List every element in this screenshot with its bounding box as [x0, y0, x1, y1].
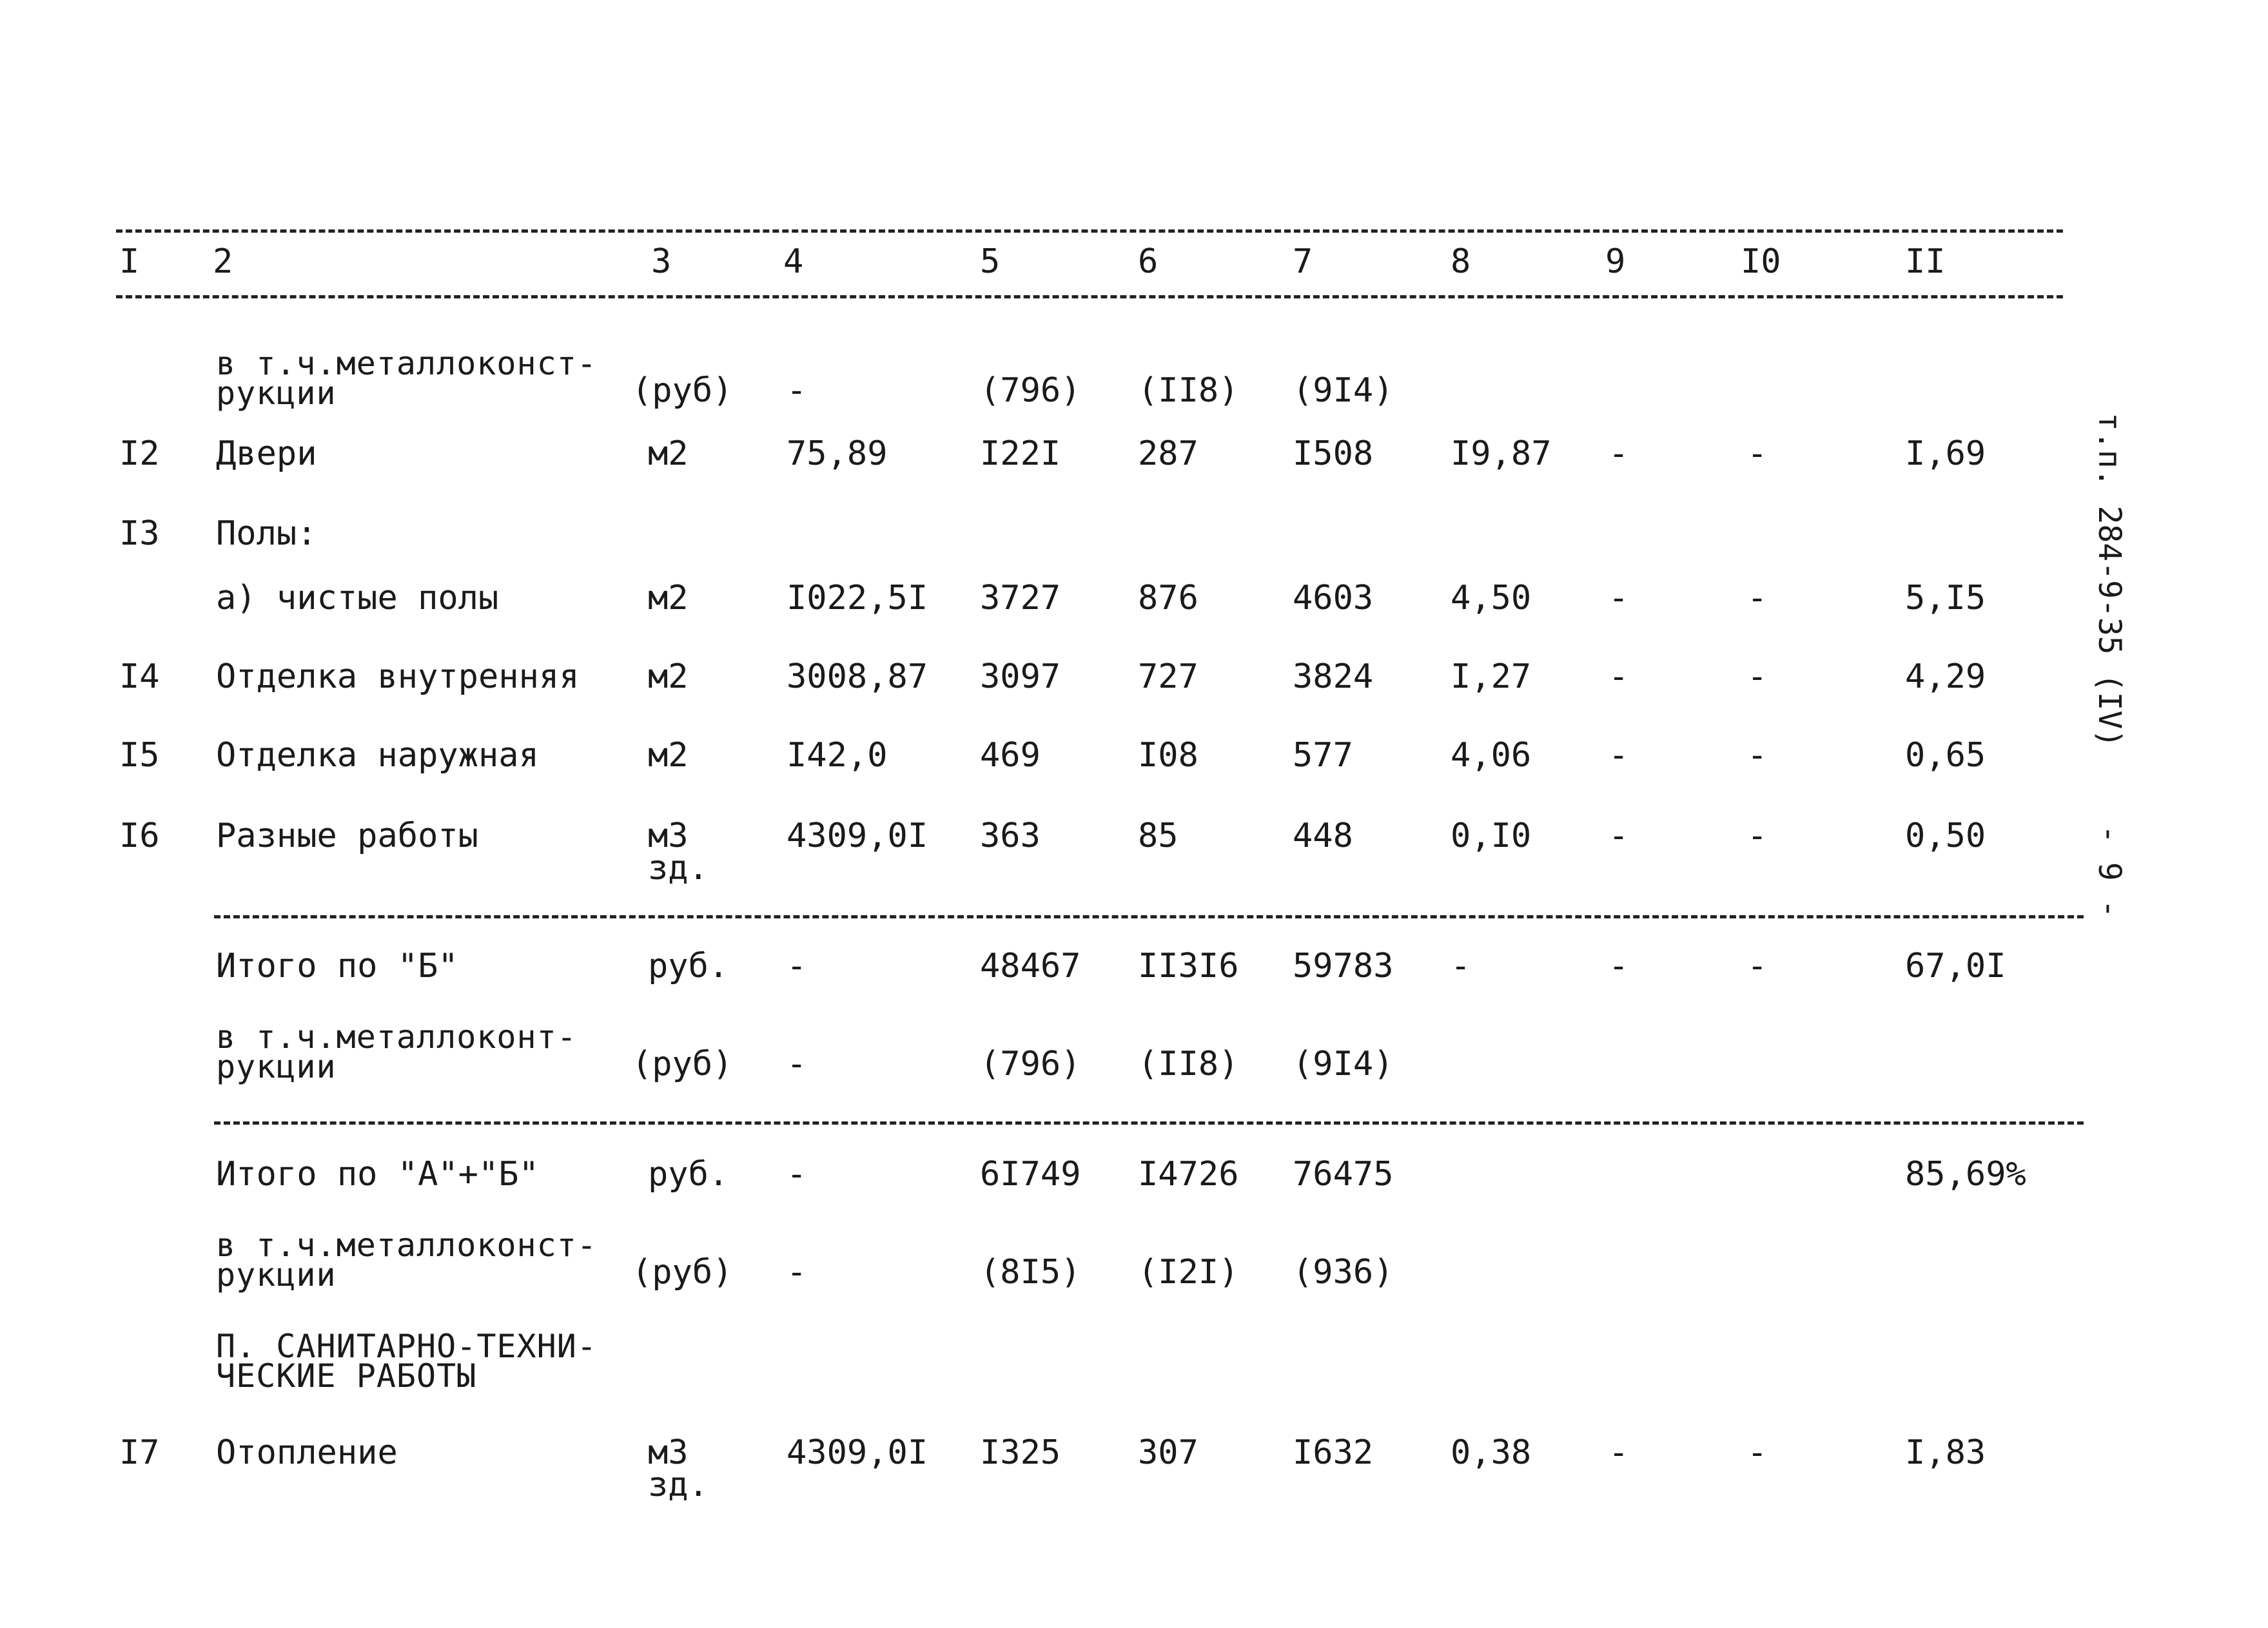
cell-col-5: (796)	[980, 1045, 1081, 1083]
cell-col-4: 3008,87	[787, 657, 928, 696]
row-name: рукции	[216, 374, 337, 412]
cell-col-4: 4309,0I	[787, 817, 928, 855]
row-name: рукции	[216, 1256, 337, 1294]
cell-col-4: -	[787, 1253, 807, 1292]
cell-col-10: -	[1747, 1433, 1768, 1472]
header-col-1: I	[119, 242, 140, 281]
row-name: Итого по "Б"	[216, 947, 458, 985]
row-number: I3	[119, 514, 160, 553]
header-col-2: 2	[213, 242, 233, 281]
cell-col-6: 85	[1138, 817, 1178, 855]
cell-col-7: 3824	[1293, 657, 1374, 696]
cell-col-9: -	[1608, 817, 1629, 855]
header-col-5: 5	[980, 242, 1001, 281]
cell-col-7: (936)	[1293, 1253, 1394, 1292]
cell-col-5: (796)	[980, 371, 1081, 410]
cell-col-4: -	[787, 1045, 807, 1083]
cell-col-7: 577	[1293, 736, 1353, 775]
cell-col-6: (II8)	[1138, 371, 1239, 410]
row-unit: руб.	[648, 1155, 729, 1194]
cell-col-7: (9I4)	[1293, 371, 1394, 410]
cell-col-10: -	[1747, 817, 1768, 855]
cell-col-8: I,27	[1451, 657, 1532, 696]
cell-col-6: 727	[1138, 657, 1198, 696]
cell-col-11: 4,29	[1905, 657, 1986, 696]
header-col-7: 7	[1293, 242, 1313, 281]
cell-col-8: 4,06	[1451, 736, 1532, 775]
cell-col-11: 0,65	[1905, 736, 1986, 775]
row-number: I2	[119, 434, 160, 473]
row-number: I7	[119, 1433, 160, 1472]
cell-col-9: -	[1608, 657, 1629, 696]
row-unit: м3	[648, 1433, 689, 1472]
cell-col-5: 6I749	[980, 1155, 1081, 1194]
row-name: рукции	[216, 1048, 337, 1085]
cell-col-4: 75,89	[787, 434, 888, 473]
cell-col-5: 469	[980, 736, 1041, 775]
cell-col-5: I325	[980, 1433, 1061, 1472]
cell-col-7: 59783	[1293, 947, 1394, 985]
cell-col-6: I4726	[1138, 1155, 1239, 1194]
row-number: I5	[119, 736, 160, 775]
header-col-3: 3	[651, 242, 672, 281]
cell-col-9: -	[1608, 1433, 1629, 1472]
header-col-9: 9	[1605, 242, 1626, 281]
cell-col-10: -	[1747, 947, 1768, 985]
cell-col-5: 48467	[980, 947, 1081, 985]
row-unit: м2	[648, 736, 689, 775]
cell-col-5: (8I5)	[980, 1253, 1081, 1292]
cell-col-6: 307	[1138, 1433, 1198, 1472]
row-unit: (руб)	[632, 1045, 733, 1083]
cell-col-11: 5,I5	[1905, 579, 1986, 617]
row-unit: зд.	[648, 849, 709, 887]
header-col-6: 6	[1138, 242, 1158, 281]
row-unit: м3	[648, 817, 689, 855]
row-name: Отделка внутренняя	[216, 657, 580, 696]
section-rule-1	[214, 915, 2084, 918]
row-name: Отопление	[216, 1433, 398, 1472]
row-unit: (руб)	[632, 371, 733, 410]
cell-col-4: I42,0	[787, 736, 888, 775]
document-code: т.п. 284-9-35 (IV)	[2091, 412, 2127, 748]
cell-col-10: -	[1747, 579, 1768, 617]
cell-col-7: I508	[1293, 434, 1374, 473]
header-top-rule	[116, 229, 2063, 233]
header-col-8: 8	[1451, 242, 1471, 281]
cell-col-11: 67,0I	[1905, 947, 2006, 985]
row-name: Итого по "А"+"Б"	[216, 1155, 539, 1194]
row-name: Полы:	[216, 514, 317, 553]
cell-col-8: I9,87	[1451, 434, 1552, 473]
cell-col-6: 287	[1138, 434, 1198, 473]
header-bottom-rule	[116, 295, 2063, 298]
row-name: в т.ч.металлоконт-	[216, 1018, 577, 1056]
row-name: П. САНИТАРНО-ТЕХНИ-	[216, 1328, 597, 1365]
page-number: - 9 -	[2091, 825, 2127, 918]
cell-col-11: I,83	[1905, 1433, 1986, 1472]
row-number: I4	[119, 657, 160, 696]
cell-col-10: -	[1747, 434, 1768, 473]
cell-col-7: 76475	[1293, 1155, 1394, 1194]
cell-col-6: (II8)	[1138, 1045, 1239, 1083]
cell-col-5: I22I	[980, 434, 1061, 473]
row-name: в т.ч.металлоконст-	[216, 1226, 597, 1264]
row-unit: (руб)	[632, 1253, 733, 1292]
cell-col-11: I,69	[1905, 434, 1986, 473]
cell-col-6: I08	[1138, 736, 1198, 775]
row-unit: м2	[648, 579, 689, 617]
cell-col-9: -	[1608, 947, 1629, 985]
cell-col-9: -	[1608, 434, 1629, 473]
cell-col-7: 4603	[1293, 579, 1374, 617]
cell-col-7: (9I4)	[1293, 1045, 1394, 1083]
cell-col-4: -	[787, 947, 807, 985]
cell-col-4: I022,5I	[787, 579, 928, 617]
cell-col-4: -	[787, 1155, 807, 1194]
row-name: ЧЕСКИЕ РАБОТЫ	[216, 1357, 477, 1395]
cell-col-4: -	[787, 371, 807, 410]
header-col-10: I0	[1741, 242, 1781, 281]
row-unit: зд.	[648, 1466, 709, 1504]
row-name: Двери	[216, 434, 317, 473]
cell-col-6: II3I6	[1138, 947, 1239, 985]
header-col-4: 4	[783, 242, 804, 281]
cell-col-5: 363	[980, 817, 1041, 855]
row-name: Разные работы	[216, 817, 478, 855]
cell-col-7: 448	[1293, 817, 1353, 855]
row-unit: руб.	[648, 947, 729, 985]
cell-col-8: 0,38	[1451, 1433, 1532, 1472]
cell-col-8: -	[1451, 947, 1471, 985]
row-unit: м2	[648, 657, 689, 696]
cell-col-5: 3727	[980, 579, 1061, 617]
cell-col-8: 4,50	[1451, 579, 1532, 617]
row-unit: м2	[648, 434, 689, 473]
cell-col-5: 3097	[980, 657, 1061, 696]
cell-col-11: 0,50	[1905, 817, 1986, 855]
cell-col-4: 4309,0I	[787, 1433, 928, 1472]
section-rule-2	[214, 1121, 2084, 1125]
cell-col-11: 85,69%	[1905, 1155, 2026, 1194]
row-name: в т.ч.металлоконст-	[216, 345, 597, 382]
cell-col-9: -	[1608, 736, 1629, 775]
cell-col-6: 876	[1138, 579, 1198, 617]
row-number: I6	[119, 817, 160, 855]
cell-col-8: 0,I0	[1451, 817, 1532, 855]
cell-col-10: -	[1747, 657, 1768, 696]
cell-col-6: (I2I)	[1138, 1253, 1239, 1292]
cell-col-10: -	[1747, 736, 1768, 775]
row-name: Отделка наружная	[216, 736, 539, 775]
header-col-11: II	[1905, 242, 1946, 281]
cell-col-9: -	[1608, 579, 1629, 617]
cell-col-7: I632	[1293, 1433, 1374, 1472]
row-name: а) чистые полы	[216, 579, 499, 617]
